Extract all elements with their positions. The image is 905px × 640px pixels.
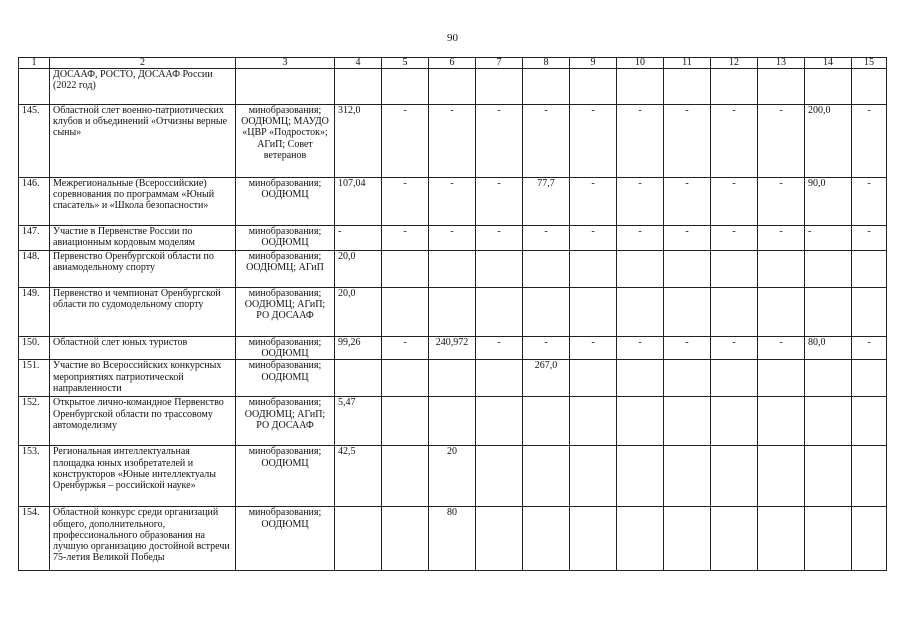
value-cell: - — [382, 226, 429, 251]
row-number: 154. — [19, 507, 50, 571]
column-header: 5 — [382, 58, 429, 69]
column-header: 3 — [236, 58, 335, 69]
value-cell — [805, 69, 852, 105]
value-cell: - — [852, 178, 887, 226]
column-header: 15 — [852, 58, 887, 69]
value-cell — [382, 69, 429, 105]
row-number: 153. — [19, 446, 50, 507]
column-header: 14 — [805, 58, 852, 69]
row-number: 145. — [19, 105, 50, 178]
value-cell: - — [429, 105, 476, 178]
value-cell — [852, 251, 887, 288]
value-cell — [617, 288, 664, 337]
value-cell — [382, 251, 429, 288]
value-cell — [758, 507, 805, 571]
value-cell: 80,0 — [805, 337, 852, 360]
value-cell — [711, 69, 758, 105]
row-number: 148. — [19, 251, 50, 288]
value-cell — [805, 446, 852, 507]
column-header: 9 — [570, 58, 617, 69]
value-cell — [805, 397, 852, 446]
value-cell — [617, 507, 664, 571]
value-cell: 312,0 — [335, 105, 382, 178]
executors: минобразования; ООДЮМЦ; МАУДО «ЦВР «Подросток»; АГиП; Совет ветеранов — [236, 105, 335, 178]
value-cell — [805, 251, 852, 288]
value-cell — [711, 507, 758, 571]
value-cell — [805, 360, 852, 397]
value-cell: - — [664, 105, 711, 178]
value-cell — [570, 360, 617, 397]
value-cell — [476, 360, 523, 397]
value-cell — [570, 446, 617, 507]
value-cell: - — [805, 226, 852, 251]
value-cell: - — [852, 226, 887, 251]
event-name: Региональная интеллектуальная площадка юных изобретателей и конструкторов «Юные интеллектуалы Оренбуржья – российской науке» — [50, 446, 236, 507]
value-cell — [335, 507, 382, 571]
value-cell: 20,0 — [335, 288, 382, 337]
value-cell: 99,26 — [335, 337, 382, 360]
value-cell — [617, 446, 664, 507]
value-cell: - — [711, 337, 758, 360]
value-cell — [523, 69, 570, 105]
column-header: 7 — [476, 58, 523, 69]
value-cell: - — [758, 337, 805, 360]
value-cell: - — [664, 337, 711, 360]
value-cell — [476, 288, 523, 337]
value-cell — [805, 507, 852, 571]
column-header: 10 — [617, 58, 664, 69]
executors: минобразования; ООДЮМЦ; АГиП; РО ДОСААФ — [236, 288, 335, 337]
value-cell: - — [476, 226, 523, 251]
value-cell: - — [664, 226, 711, 251]
value-cell — [664, 507, 711, 571]
value-cell — [664, 360, 711, 397]
value-cell — [711, 360, 758, 397]
value-cell: - — [476, 105, 523, 178]
event-name: Участие во Всероссийских конкурсных мероприятиях патриотической направленности — [50, 360, 236, 397]
value-cell — [476, 446, 523, 507]
value-cell: - — [711, 226, 758, 251]
value-cell: - — [664, 178, 711, 226]
value-cell: - — [852, 105, 887, 178]
value-cell — [429, 288, 476, 337]
value-cell — [570, 251, 617, 288]
value-cell: - — [852, 337, 887, 360]
row-number: 146. — [19, 178, 50, 226]
value-cell: - — [617, 178, 664, 226]
column-header: 12 — [711, 58, 758, 69]
executors — [236, 69, 335, 105]
value-cell: 42,5 — [335, 446, 382, 507]
event-name: Межрегиональные (Всероссийские) соревнования по программам «Юный спасатель» и «Школа безопасности» — [50, 178, 236, 226]
value-cell: - — [758, 226, 805, 251]
value-cell — [758, 360, 805, 397]
column-header: 11 — [664, 58, 711, 69]
value-cell: 20 — [429, 446, 476, 507]
executors: минобразования; ООДЮМЦ — [236, 337, 335, 360]
value-cell — [523, 397, 570, 446]
table-row — [19, 226, 887, 251]
value-cell — [335, 69, 382, 105]
value-cell — [805, 288, 852, 337]
event-name: Областной конкурс среди организаций общего, дополнительного, профессионального образования на лучшую организацию достойной встречи 75-летия Великой Победы — [50, 507, 236, 571]
table-row — [19, 337, 887, 360]
column-header: 1 — [19, 58, 50, 69]
value-cell — [758, 446, 805, 507]
value-cell: 90,0 — [805, 178, 852, 226]
value-cell — [711, 251, 758, 288]
executors: минобразования; ООДЮМЦ — [236, 360, 335, 397]
event-name: ДОСААФ, РОСТО, ДОСААФ России (2022 год) — [50, 69, 236, 105]
value-cell: - — [382, 105, 429, 178]
value-cell — [758, 69, 805, 105]
value-cell — [711, 288, 758, 337]
event-name: Участие в Первенстве России по авиационным кордовым моделям — [50, 226, 236, 251]
value-cell — [476, 69, 523, 105]
value-cell — [852, 288, 887, 337]
value-cell — [570, 397, 617, 446]
value-cell: - — [617, 226, 664, 251]
value-cell — [664, 446, 711, 507]
page-number: 90 — [447, 32, 458, 44]
value-cell — [664, 69, 711, 105]
value-cell — [523, 251, 570, 288]
value-cell — [758, 288, 805, 337]
value-cell — [617, 69, 664, 105]
value-cell — [617, 360, 664, 397]
table-row — [19, 105, 887, 178]
value-cell: - — [570, 178, 617, 226]
value-cell — [711, 446, 758, 507]
value-cell — [476, 251, 523, 288]
value-cell — [429, 397, 476, 446]
value-cell: - — [429, 178, 476, 226]
value-cell — [570, 69, 617, 105]
event-name: Областной слет военно-патриотических клубов и объединений «Отчизны верные сыны» — [50, 105, 236, 178]
value-cell — [335, 360, 382, 397]
value-cell — [570, 288, 617, 337]
value-cell — [664, 288, 711, 337]
value-cell: - — [476, 337, 523, 360]
value-cell: - — [523, 105, 570, 178]
table-row — [19, 446, 887, 507]
value-cell: - — [570, 337, 617, 360]
value-cell — [476, 507, 523, 571]
row-number: 149. — [19, 288, 50, 337]
table-row — [19, 69, 887, 105]
value-cell — [758, 251, 805, 288]
table-row — [19, 360, 887, 397]
value-cell — [382, 288, 429, 337]
event-name: Первенство Оренбургской области по авиамодельному спорту — [50, 251, 236, 288]
row-number: 147. — [19, 226, 50, 251]
event-name: Открытое лично-командное Первенство Оренбургской области по трассовому автомоделизму — [50, 397, 236, 446]
column-header: 4 — [335, 58, 382, 69]
value-cell — [852, 360, 887, 397]
column-header: 13 — [758, 58, 805, 69]
value-cell: 240,972 — [429, 337, 476, 360]
value-cell — [758, 397, 805, 446]
executors: минобразования; ООДЮМЦ — [236, 507, 335, 571]
value-cell: 107,04 — [335, 178, 382, 226]
value-cell: 20,0 — [335, 251, 382, 288]
value-cell — [429, 69, 476, 105]
executors: минобразования; ООДЮМЦ; АГиП; РО ДОСААФ — [236, 397, 335, 446]
value-cell — [382, 446, 429, 507]
value-cell — [523, 446, 570, 507]
value-cell: - — [382, 178, 429, 226]
table-row — [19, 288, 887, 337]
row-number: 152. — [19, 397, 50, 446]
executors: минобразования; ООДЮМЦ — [236, 178, 335, 226]
value-cell — [382, 507, 429, 571]
table-row — [19, 507, 887, 571]
value-cell: - — [758, 105, 805, 178]
table-row — [19, 178, 887, 226]
column-header: 6 — [429, 58, 476, 69]
event-name: Первенство и чемпионат Оренбургской области по судомодельному спорту — [50, 288, 236, 337]
table-row — [19, 251, 887, 288]
value-cell — [852, 69, 887, 105]
value-cell — [523, 507, 570, 571]
row-number: 151. — [19, 360, 50, 397]
value-cell: 5,47 — [335, 397, 382, 446]
value-cell: - — [617, 105, 664, 178]
value-cell: 80 — [429, 507, 476, 571]
value-cell — [664, 397, 711, 446]
value-cell: - — [429, 226, 476, 251]
event-name: Областной слет юных туристов — [50, 337, 236, 360]
value-cell — [852, 397, 887, 446]
value-cell — [382, 360, 429, 397]
value-cell: 267,0 — [523, 360, 570, 397]
column-header-row — [19, 58, 887, 69]
executors: минобразования; ООДЮМЦ — [236, 446, 335, 507]
value-cell: 77,7 — [523, 178, 570, 226]
value-cell — [852, 507, 887, 571]
value-cell: - — [523, 226, 570, 251]
value-cell: - — [476, 178, 523, 226]
value-cell — [617, 397, 664, 446]
executors: минобразования; ООДЮМЦ — [236, 226, 335, 251]
column-header: 8 — [523, 58, 570, 69]
executors: минобразования; ООДЮМЦ; АГиП — [236, 251, 335, 288]
value-cell — [664, 251, 711, 288]
row-number: 150. — [19, 337, 50, 360]
value-cell: - — [382, 337, 429, 360]
value-cell: - — [711, 105, 758, 178]
value-cell: - — [711, 178, 758, 226]
value-cell: - — [523, 337, 570, 360]
value-cell — [523, 288, 570, 337]
value-cell: - — [617, 337, 664, 360]
table-row — [19, 397, 887, 446]
budget-table — [18, 57, 887, 571]
value-cell — [852, 446, 887, 507]
value-cell: - — [570, 105, 617, 178]
row-number — [19, 69, 50, 105]
column-header: 2 — [50, 58, 236, 69]
value-cell: - — [570, 226, 617, 251]
value-cell — [429, 251, 476, 288]
value-cell: 200,0 — [805, 105, 852, 178]
value-cell — [429, 360, 476, 397]
value-cell — [617, 251, 664, 288]
value-cell: - — [335, 226, 382, 251]
value-cell — [570, 507, 617, 571]
value-cell: - — [758, 178, 805, 226]
value-cell — [476, 397, 523, 446]
value-cell — [382, 397, 429, 446]
value-cell — [711, 397, 758, 446]
